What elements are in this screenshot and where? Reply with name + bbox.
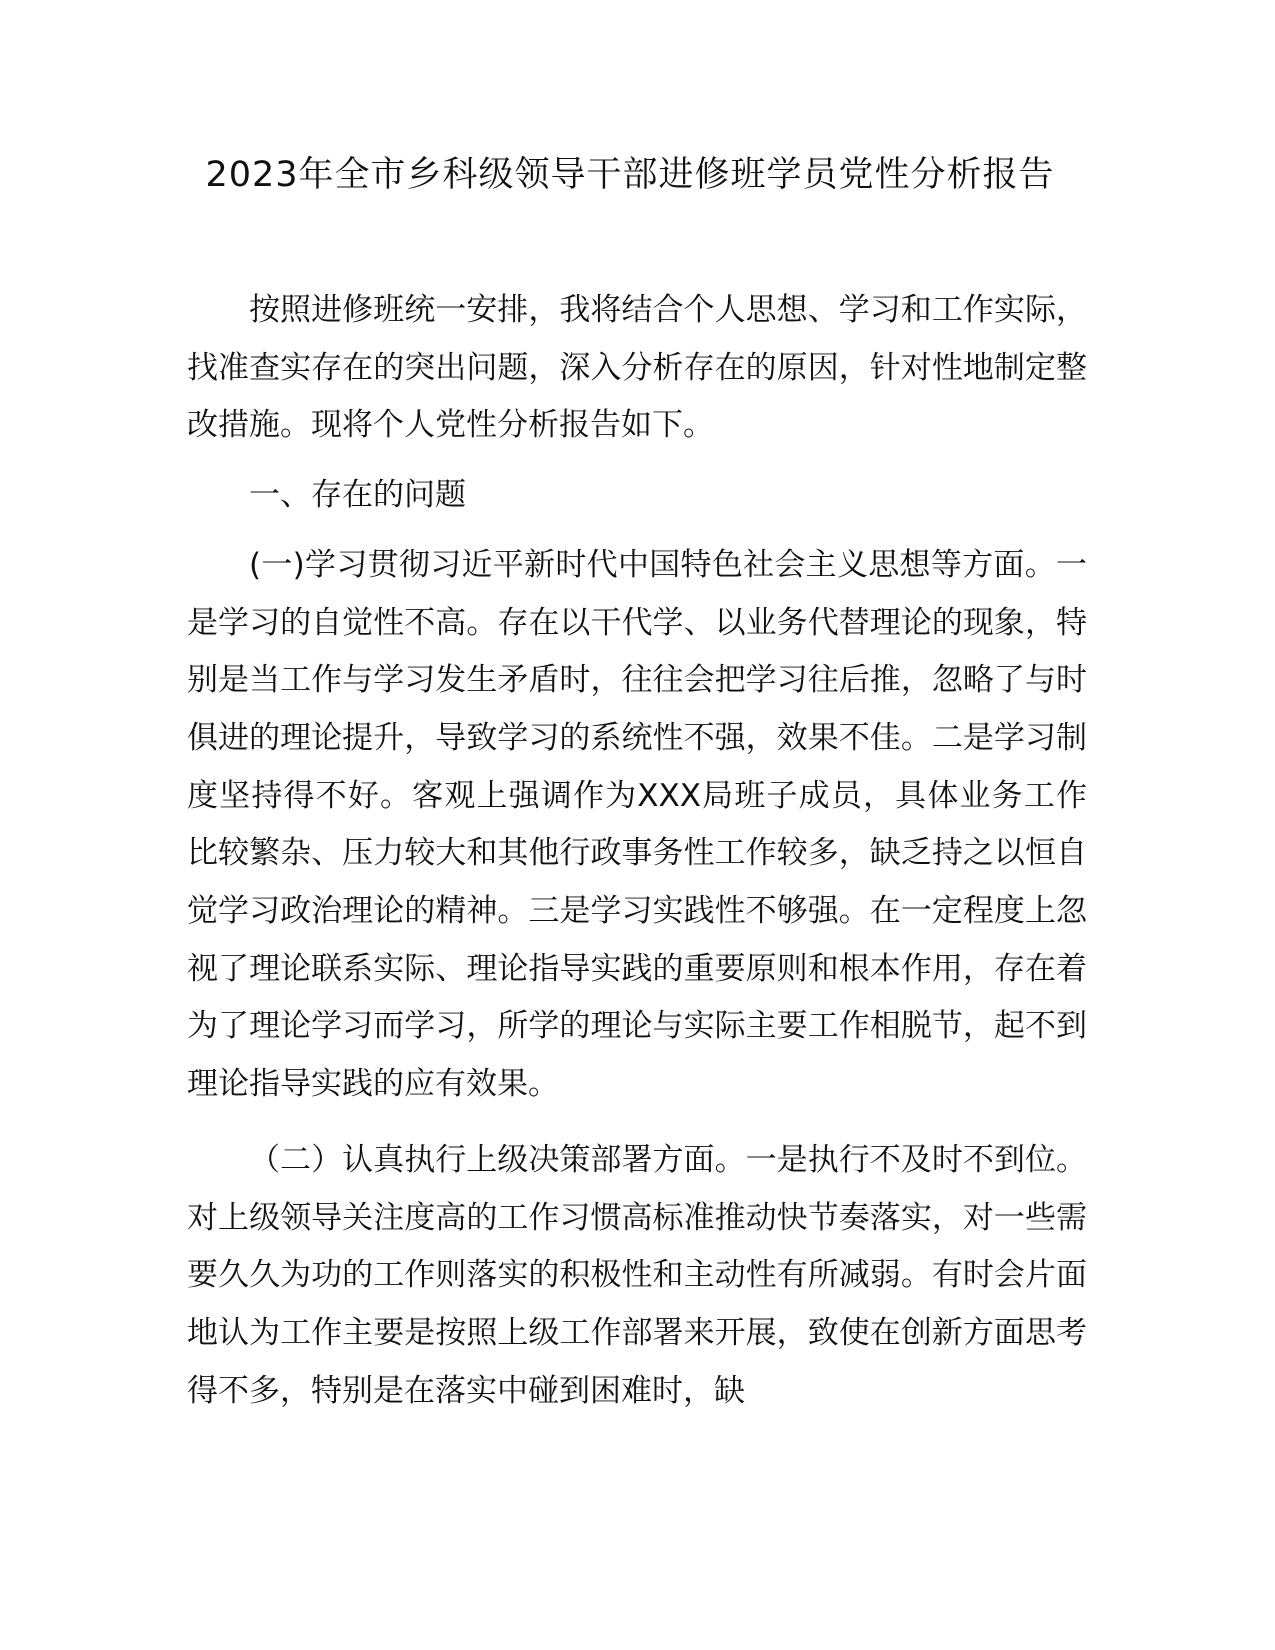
section-heading-problems: 一、存在的问题 <box>249 477 466 514</box>
paragraph-study-issues: (一)学习贯彻习近平新时代中国特色社会主义思想等方面。一是学习的自觉性不高。存在以干代学、以业务代替理论的现象，特别是当工作与学习发生矛盾时，往往会把学习往后推，忽略了与时俱进的理论提升，导致学习的系统性不强，效果不佳。二是学习制度坚持得不好。客观上强调作为XXX局班子成员，具体业务工作比较繁杂、压力较大和其他行政事务性工作较多，缺乏持之以恒自觉学习政治理论的精神。三是学习实践性不够强。在一定程度上忽视了理论联系实际、理论指导实践的重要原则和根本作用，存在着为了理论学习而学习，所学的理论与实际主要工作相脱节，起不到理论指导实践的应有效果。 <box>187 546 1087 1103</box>
document-body <box>187 282 1087 1420</box>
document-title: 2023年全市乡科级领导干部进修班学员党性分析报告 <box>205 155 1055 195</box>
paragraph-execution-issues: （二）认真执行上级决策部署方面。一是执行不及时不到位。对上级领导关注度高的工作习惯高标准推动快节奏落实，对一些需要久久为功的工作则落实的积极性和主动性有所减弱。有时会片面地认为工作主要是按照上级工作部署来开展，致使在创新方面思考得不多，特别是在落实中碰到困难时，缺 <box>187 1141 1087 1409</box>
intro-paragraph: 按照进修班统一安排，我将结合个人思想、学习和工作实际，找准查实存在的突出问题，深入分析存在的原因，针对性地制定整改措施。现将个人党性分析报告如下。 <box>187 292 1087 444</box>
